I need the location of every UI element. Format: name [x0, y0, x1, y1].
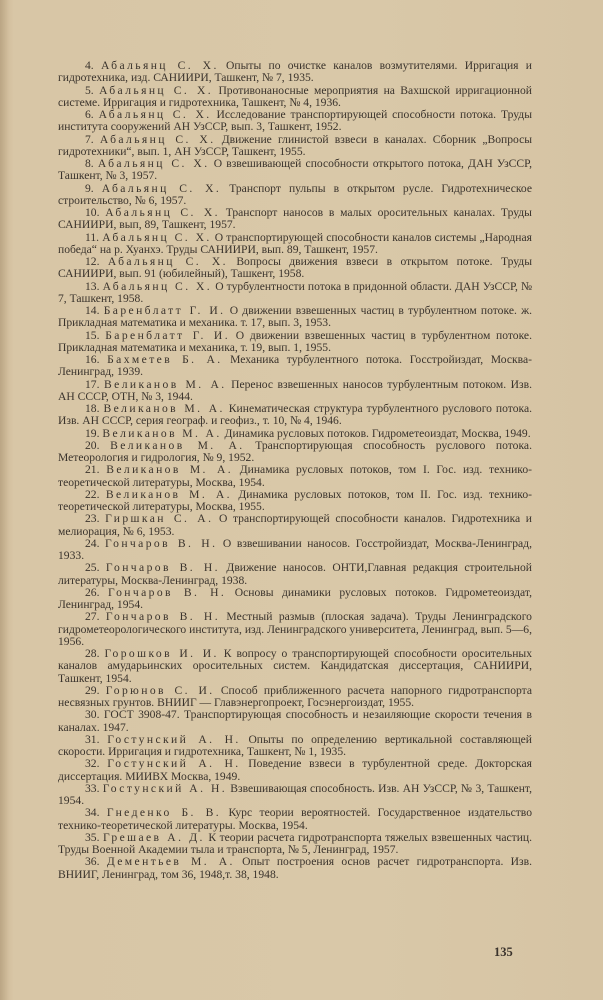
bibliography-entry — [58, 281, 532, 306]
entry-number: 33. — [85, 781, 100, 795]
entry-author: Великанов М. А. — [103, 402, 225, 415]
entry-text: Взвешивающая способность. Изв. АН УзССР, № 3, Ташкент, 1954. — [58, 781, 532, 807]
entry-number: 13. — [85, 279, 100, 293]
entry-text: Динамика русловых потоков, том I. Гос. изд. технико-теоретической литературы, Москва, 1954. — [58, 463, 532, 489]
page-number: 135 — [494, 945, 513, 959]
entry-text: Исследование транспортирующей способности потока. Труды института сооружений АН УзССР, вып. 3, Ташкент, 1952. — [58, 108, 532, 134]
entry-author: Дементьев М. А. — [106, 855, 235, 869]
entry-text: ГОСТ 3908-47. Транспортирующая способность и незаиляющие скорости течения в каналах. 1947. — [58, 708, 533, 734]
entry-author: Абальянц С. Х. — [100, 59, 219, 72]
entry-author: Гончаров В. Н. — [108, 585, 227, 599]
entry-text: Движение глинистой взвеси в каналах. Сборник „Вопросы гидротехники“, вып. 1, АН УзССР, Ташкент, 1955. — [58, 132, 533, 158]
entry-author: Гончаров В. Н. — [105, 536, 218, 550]
bibliography-entry — [58, 403, 532, 428]
entry-number: 5. — [85, 83, 94, 97]
entry-text: Вопросы движения взвеси в открытом потоке. Труды САНИИРИ, вып. 91 (юбилейный), Ташкент, 1958. — [58, 255, 532, 281]
entry-text: О взвешивающей способности открытого потока, ДАН УзССР, Ташкент, № 3, 1957. — [58, 157, 533, 183]
bibliography-entry — [58, 648, 532, 685]
entry-text: О взвешивании наносов. Госстройиздат, Москва-Ленинград, 1933. — [58, 536, 532, 562]
entry-author: Абальянц С. Х. — [97, 157, 210, 170]
bibliography-entry — [58, 354, 532, 379]
entry-number: 4. — [85, 59, 94, 72]
entry-text: Опыты по определению вертикальной составляющей скорости. Ирригация и гидротехника, Ташкент, № 1, 1935. — [58, 732, 533, 758]
bibliography-entry — [58, 513, 532, 538]
entry-number: 9. — [85, 181, 94, 195]
entry-text: Поведение взвеси в турбулентной среде. Докторская диссертация. МИИВХ Москва, 1949. — [58, 757, 532, 783]
entry-text: Способ приближенного расчета напорного гидротранспорта несвязных грунтов. ВНИИГ — Главэнергопроект, Госэнергоиздат, 1955. — [58, 683, 532, 709]
entry-author: Абальянц С. Х. — [107, 255, 228, 268]
entry-number: 34. — [85, 806, 100, 820]
bibliography-entry — [58, 134, 532, 159]
entry-number: 22. — [85, 487, 100, 501]
entry-number: 16. — [85, 353, 100, 366]
entry-text: Курс теории вероятностей. Государственное издательство технико-теоретической литературы. Москва, 1954. — [58, 806, 532, 832]
entry-author: Абальянц С. Х. — [105, 206, 220, 219]
bibliography-entry — [58, 709, 532, 734]
entry-number: 32. — [85, 757, 100, 771]
bibliography-entry — [58, 538, 532, 563]
entry-author: Гостунский А. Н. — [107, 757, 241, 771]
entry-author: Гиршкан С. А. — [105, 512, 214, 526]
bibliography-entry — [58, 807, 532, 832]
entry-text: О движении взвешенных частиц в турбулентном потоке. Прикладная математика и механика, т. 19, вып. 1, 1955. — [58, 328, 532, 354]
bibliography-entry — [58, 379, 532, 404]
entry-text: К вопросу о транспортирующей способности оросительных каналов амударьинских оросительных систем. Кандидатская диссертация, САНИИРИ, Ташкент, 1954. — [58, 647, 532, 685]
entry-number: 26. — [85, 585, 100, 599]
entry-text: Транспорт наносов в малых оросительных каналах. Труды САНИИРИ, вып, 89, Ташкент, 1957. — [58, 206, 532, 232]
entry-author: Абальянц С. Х. — [99, 83, 214, 97]
entry-number: 8. — [85, 157, 94, 170]
entry-number: 29. — [85, 683, 100, 697]
entry-author: Абальянц С. Х. — [102, 230, 212, 244]
bibliography-entry — [58, 207, 532, 232]
bibliography-entry — [58, 183, 532, 208]
entry-author: Абальянц С. Х. — [101, 181, 222, 195]
entry-number: 10. — [85, 206, 100, 219]
bibliography-entry — [58, 464, 532, 489]
entry-text: О транспортирующей способности каналов системы „Народная победа“ на р. Хуанхэ. Труды САНИИРИ, вып. 89, Ташкент, 1957. — [58, 230, 532, 256]
entry-author: Великанов М. А. — [106, 463, 234, 477]
entry-author: Гостунский А. Н. — [107, 732, 241, 746]
entry-text: Основы динамики русловых потоков. Гидрометеоиздат, Ленинград, 1954. — [58, 585, 532, 611]
entry-author: Гончаров В. Н. — [105, 561, 220, 575]
entry-author: Абальянц С. Х. — [99, 132, 216, 146]
entry-author: Баренблатт Г. И. — [103, 304, 226, 317]
entry-text: Транспорт пульпы в открытом русле. Гидротехническое строительство, № 6, 1957. — [58, 181, 533, 207]
entry-number: 18. — [85, 402, 100, 415]
entry-number: 7. — [85, 132, 94, 146]
entry-number: 23. — [85, 512, 100, 526]
entry-number: 30. — [85, 708, 100, 722]
entry-author: Великанов М. А. — [104, 377, 227, 391]
bibliography-entry — [58, 685, 532, 710]
bibliography-entry — [58, 109, 532, 134]
entry-number: 15. — [85, 328, 100, 342]
entry-number: 25. — [85, 561, 100, 575]
entry-number: 35. — [85, 830, 100, 844]
entry-author: Гончаров В. Н. — [105, 610, 220, 624]
entry-number: 21. — [85, 463, 100, 477]
bibliography-entry — [58, 232, 532, 257]
bibliography-entry — [58, 758, 532, 783]
entry-author: Великанов М. А. — [102, 426, 222, 440]
entry-author: Грешаев А. Д. — [103, 830, 205, 844]
entry-number: 20. — [85, 438, 100, 452]
entry-number: 6. — [85, 108, 94, 121]
entry-text: Механика турбулентного потока. Госстройиздат, Москва-Ленинград, 1939. — [58, 353, 532, 379]
bibliography-entry — [58, 783, 532, 808]
entry-text: Перенос взвешенных наносов турбулентным потоком. Изв. АН СССР, ОТН, № 3, 1944. — [58, 377, 532, 403]
bibliography-entry — [58, 562, 532, 587]
entry-author: Абальянц С. Х. — [102, 279, 213, 293]
entry-text: К теории расчета гидротранспорта тяжелых взвешенных частиц. Труды Военной Академии тыла и транспорта, № 5, Ленинград, 1957. — [58, 830, 533, 856]
bibliography-entry — [58, 734, 532, 759]
entry-text: Динамика русловых потоков, том II. Гос. изд. технико-теоретической литературы, Москва, 1955. — [58, 487, 532, 513]
entry-number: 27. — [85, 610, 100, 624]
entry-number: 11. — [85, 230, 100, 244]
bibliography-entry — [58, 440, 532, 465]
entry-text: Опыт построения основ расчет гидротранспорта. Изв. ВНИИГ, Ленинград, том 36, 1948,т. 38, 1948. — [58, 855, 532, 881]
bibliography-entry — [58, 256, 532, 281]
entry-number: 19. — [85, 426, 100, 440]
entry-author: Бахметев Б. А. — [107, 353, 223, 366]
entry-number: 24. — [85, 536, 100, 550]
entry-text: Кинематическая структура турбулентного руслового потока. Изв. АН СССР, серия географ. и геофиз., т. 10, № 4, 1946. — [58, 402, 532, 428]
bibliography-entry — [58, 587, 532, 612]
bibliography-entry — [58, 611, 532, 648]
bibliography-entry — [58, 85, 532, 110]
bibliography-entry — [58, 832, 532, 857]
entry-text: Динамика русловых потоков. Гидрометеоиздат, Москва, 1949. — [224, 426, 531, 440]
bibliography-entry — [58, 330, 532, 355]
entry-text: Местный размыв (плоская задача). Труды Ленинградского гидрометеорологического института, изд. Ленинградского университета, Ленинград, вып. 5—6, 1956. — [58, 610, 532, 648]
entry-text: Противонаносные мероприятия на Вахшской ирригационной системе. Ирригация и гидротехника, Ташкент, № 4, 1936. — [58, 83, 532, 109]
entry-number: 14. — [85, 304, 100, 317]
entry-text: Транспортирующая способность руслового потока. Метеорология и гидрология, № 9, 1952. — [58, 438, 532, 464]
entry-author: Баренблатт Г. И. — [105, 328, 230, 342]
entry-author: Горюнов С. И. — [105, 683, 215, 697]
entry-author: Великанов М. А. — [105, 487, 232, 501]
bibliography-entry — [58, 305, 532, 330]
bibliography-entry — [58, 60, 532, 85]
entry-author: Абальянц С. Х. — [98, 108, 212, 121]
entry-text: Движение наносов. ОНТИ,Главная редакция строительной литературы, Москва-Ленинград, 1938. — [58, 561, 533, 587]
entry-number: 28. — [85, 647, 100, 660]
entry-author: Гостунский А. Н. — [102, 781, 228, 795]
entry-number: 12. — [85, 255, 100, 268]
entry-author: Великанов М. А. — [110, 438, 245, 452]
bibliography-list — [58, 60, 532, 881]
entry-author: Горошков И. И. — [104, 647, 219, 660]
entry-text: О транспортирующей способности каналов. Гидротехника и мелиорация, № 6, 1953. — [58, 512, 532, 538]
bibliography-entry — [58, 158, 532, 183]
entry-number: 31. — [85, 732, 100, 746]
entry-number: 36. — [85, 855, 100, 869]
bibliography-entry — [58, 856, 532, 881]
entry-text: Опыты по очистке каналов возмутителями. Ирригация и гидротехника, изд. САНИИРИ, Ташкент, № 7, 1935. — [58, 59, 532, 85]
entry-number: 17. — [85, 377, 100, 391]
entry-author: Гнеденко Б. В. — [106, 806, 222, 820]
entry-text: О движении взвешенных частиц в турбулентном потоке. ж. Прикладная математика и механика. т. 17, вып. 3, 1953. — [58, 304, 532, 330]
bibliography-entry — [58, 489, 532, 514]
entry-text: О турбулентности потока в придонной области. ДАН УзССР, № 7, Ташкент, 1958. — [58, 279, 533, 305]
